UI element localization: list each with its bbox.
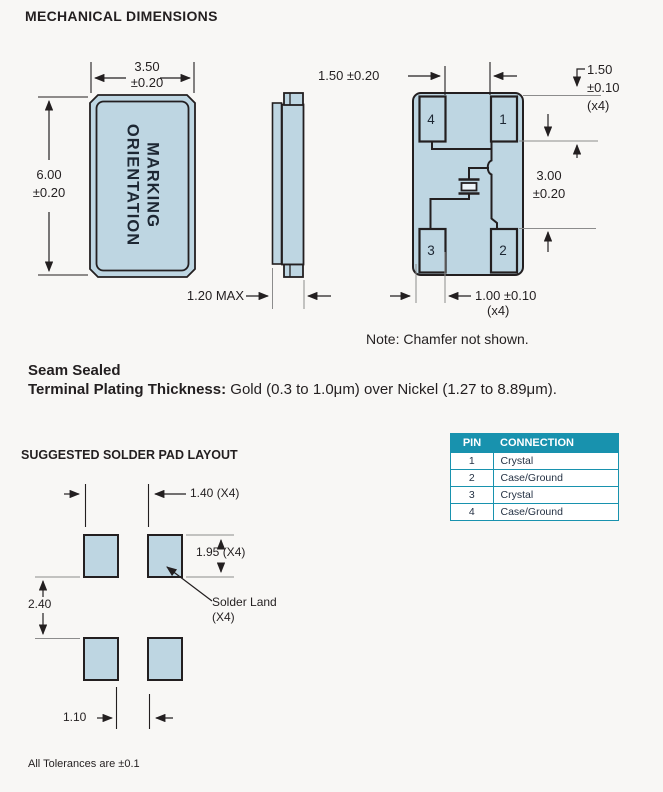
- pad-width-qty: (x4): [487, 303, 510, 318]
- page-title: MECHANICAL DIMENSIONS: [25, 8, 218, 24]
- pad-number-1: 1: [499, 112, 507, 127]
- center-tol: ±0.20: [532, 186, 566, 201]
- tolerance-note: All Tolerances are ±0.1: [28, 758, 140, 770]
- seam-sealed-note: Seam Sealed: [28, 362, 121, 379]
- solder-land-qty: (X4): [212, 610, 235, 624]
- front-height-dim: 6.00: [36, 167, 62, 182]
- pin-column-header: PIN: [451, 434, 494, 453]
- pin-cell: 3: [451, 487, 494, 504]
- pin-cell: 4: [451, 504, 494, 521]
- connection-cell: Crystal: [493, 453, 619, 470]
- solder-land-label: Solder Land: [212, 595, 277, 609]
- table-row: [451, 453, 619, 470]
- chamfer-note: Note: Chamfer not shown.: [366, 331, 529, 347]
- marking-line-1: MARKING: [143, 142, 162, 228]
- table-row: [451, 504, 619, 521]
- connection-column-header: CONNECTION: [493, 434, 619, 453]
- marking-line-2: ORIENTATION: [123, 123, 142, 247]
- solder-dim-top: 1.40 (X4): [190, 486, 240, 500]
- table-row: [451, 470, 619, 487]
- solder-dim-bottom: 1.10: [63, 710, 87, 724]
- solder-layout-title: SUGGESTED SOLDER PAD LAYOUT: [21, 448, 238, 462]
- connection-cell: Crystal: [493, 487, 619, 504]
- pad-height-tol: ±0.10: [587, 80, 620, 95]
- front-width-dim: 3.50: [134, 59, 160, 74]
- pad-number-2: 2: [499, 243, 507, 258]
- table-header-row: [451, 434, 619, 453]
- pad-number-4: 4: [427, 112, 435, 127]
- solder-dim-right: 1.95 (X4): [196, 545, 246, 559]
- pad-height-qty: (x4): [587, 98, 610, 113]
- pin-connection-table: [450, 433, 619, 521]
- pad-height-dim: 1.50: [587, 62, 613, 77]
- center-dim: 3.00: [536, 168, 562, 183]
- solder-dim-left: 2.40: [28, 597, 52, 611]
- plating-note-value: Gold (0.3 to 1.0μm) over Nickel (1.27 to 8.89μm).: [226, 381, 557, 398]
- side-thickness-dim: 1.20 MAX: [186, 288, 244, 303]
- pin-cell: 2: [451, 470, 494, 487]
- pad-offset-dim: 1.50 ±0.20: [318, 68, 380, 83]
- marking-orientation-text: [123, 105, 163, 266]
- pad-width-dim: 1.00 ±0.10: [475, 288, 537, 303]
- connection-cell: Case/Ground: [493, 504, 619, 521]
- table-row: [451, 487, 619, 504]
- pin-cell: 1: [451, 453, 494, 470]
- front-height-tol: ±0.20: [32, 185, 66, 200]
- plating-note: [28, 381, 557, 398]
- plating-note-label: Terminal Plating Thickness:: [28, 381, 227, 398]
- pad-number-3: 3: [427, 243, 435, 258]
- front-width-tol: ±0.20: [130, 75, 164, 90]
- side-view-drawing: [246, 93, 331, 309]
- solder-pad-layout-drawing: [35, 484, 234, 729]
- connection-cell: Case/Ground: [493, 470, 619, 487]
